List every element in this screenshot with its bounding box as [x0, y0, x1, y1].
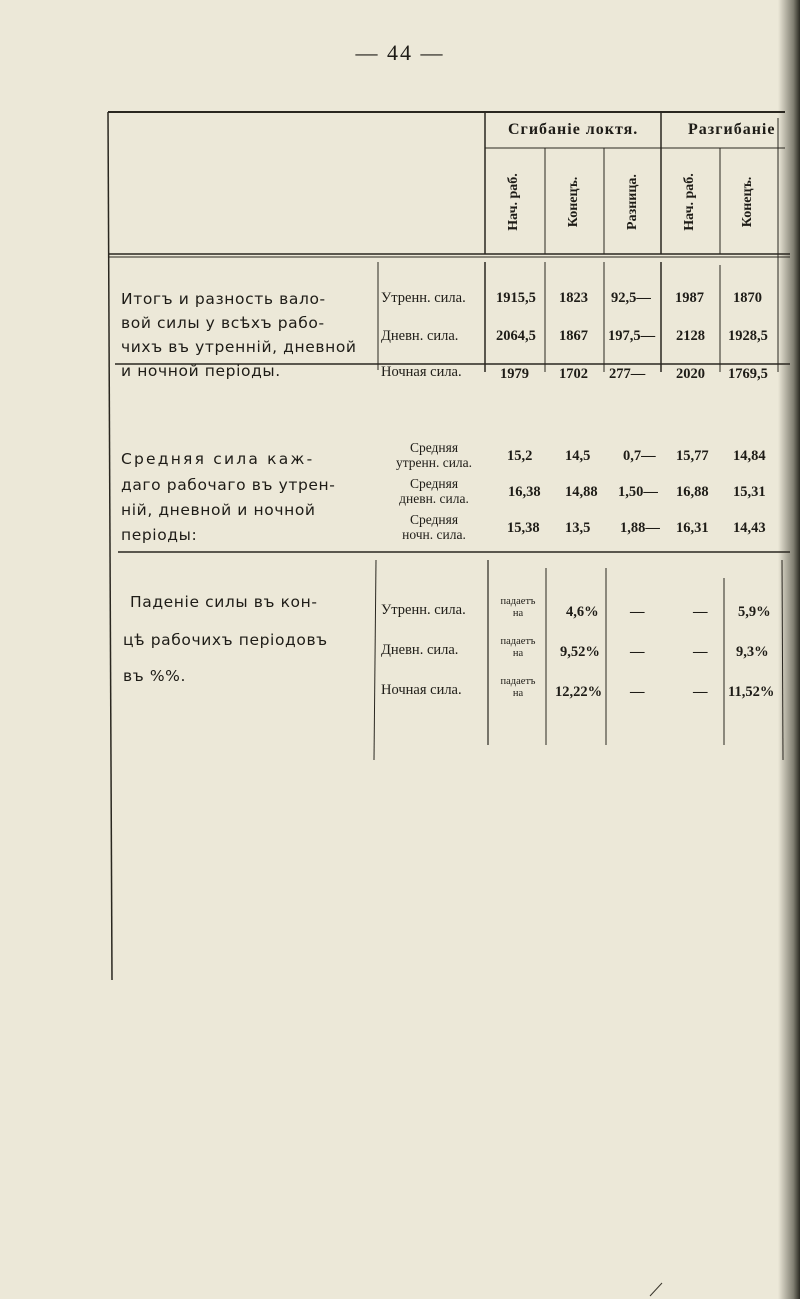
- section1-label-line2: вой силы у всѣхъ рабо-: [121, 314, 325, 332]
- s3-r3-note: падаетъ на: [500, 676, 536, 699]
- s1-r1-v4: 1987: [675, 290, 704, 306]
- col-header-end-flexion: Конецъ.: [566, 176, 581, 228]
- col-header-end-extension: Конецъ.: [740, 176, 755, 228]
- section2-label-line2: даго рабочаго въ утрен-: [121, 476, 336, 494]
- s2-r1-v3: 0,7—: [623, 448, 656, 464]
- s3-r1-note: падаетъ на: [500, 596, 536, 619]
- s3-period-night: Ночная сила.: [381, 682, 462, 698]
- section3-label-line2: цѣ рабочихъ періодовъ: [123, 631, 328, 649]
- s3-period-morning: Утренн. сила.: [381, 602, 466, 618]
- s1-r1-v3: 92,5—: [611, 290, 651, 306]
- s1-r2-v2: 1867: [559, 328, 588, 344]
- section2-label-line1: Средняя сила каж-: [121, 450, 315, 468]
- section1-label-line1: Итогъ и разность вало-: [121, 290, 326, 308]
- col-header-start-flexion: Нач. раб.: [506, 173, 521, 231]
- section2-label-line3: ній, дневной и ночной: [121, 501, 316, 519]
- section3-label-line3: въ %%.: [123, 667, 186, 685]
- s1-r2-v1: 2064,5: [496, 328, 536, 344]
- s1-r3-v4: 2020: [676, 366, 705, 382]
- s3-r2-v5: 9,3%: [736, 644, 769, 660]
- s2-r1-v4: 15,77: [676, 448, 709, 464]
- page-number: — 44 —: [355, 40, 445, 65]
- col-header-difference: Разница.: [625, 174, 640, 230]
- s3-period-day: Дневн. сила.: [381, 642, 459, 658]
- s3-r1-v4: —: [693, 604, 708, 620]
- section1-label-line3: чихъ въ утренній, дневной: [121, 338, 357, 356]
- s1-r1-v5: 1870: [733, 290, 762, 306]
- section3-label-line1: Паденіе силы въ кон-: [130, 593, 318, 611]
- s3-r3-v5: 11,52%: [728, 684, 775, 700]
- s3-r1-v3: —: [630, 604, 645, 620]
- header-flexion: Сгибаніе локтя.: [508, 121, 639, 138]
- s1-r2-v4: 2128: [676, 328, 705, 344]
- s3-r1-v5: 5,9%: [738, 604, 771, 620]
- section1-label-line4: и ночной періоды.: [121, 362, 281, 380]
- s3-r2-v2: 9,52%: [560, 644, 600, 660]
- s1-r3-v3: 277—: [609, 366, 646, 382]
- s3-r3-v3: —: [630, 684, 645, 700]
- s3-r2-v3: —: [630, 644, 645, 660]
- s2-r3-v5: 14,43: [733, 520, 766, 536]
- s2-r1-v2: 14,5: [565, 448, 591, 464]
- s2-r2-v4: 16,88: [676, 484, 709, 500]
- s2-r2-v2: 14,88: [565, 484, 598, 500]
- header-extension: Разгибаніе: [688, 121, 776, 138]
- s2-r1-v5: 14,84: [733, 448, 766, 464]
- s1-period-night: Ночная сила.: [381, 364, 462, 380]
- s3-r2-note: падаетъ на: [500, 636, 536, 659]
- s2-period-day: Средняя дневн. сила.: [399, 476, 469, 506]
- s1-period-day: Дневн. сила.: [381, 328, 459, 344]
- s2-r3-v4: 16,31: [676, 520, 709, 536]
- s2-r3-v3: 1,88—: [620, 520, 660, 536]
- s1-r2-v5: 1928,5: [728, 328, 768, 344]
- s2-r1-v1: 15,2: [507, 448, 533, 464]
- section2-label-line4: періоды:: [121, 526, 198, 544]
- s3-r2-v4: —: [693, 644, 708, 660]
- s2-period-morning: Средняя утренн. сила.: [395, 440, 473, 470]
- col-header-start-extension: Нач. раб.: [682, 173, 697, 231]
- s1-period-morning: Утренн. сила.: [381, 290, 466, 306]
- s2-r2-v5: 15,31: [733, 484, 766, 500]
- s1-r3-v1: 1979: [500, 366, 529, 382]
- s2-r2-v1: 16,38: [508, 484, 541, 500]
- s3-r3-v4: —: [693, 684, 708, 700]
- s2-r3-v1: 15,38: [507, 520, 540, 536]
- s1-r1-v2: 1823: [559, 290, 588, 306]
- s2-period-night: Средняя ночн. сила.: [402, 512, 466, 542]
- s1-r2-v3: 197,5—: [608, 328, 656, 344]
- s2-r3-v2: 13,5: [565, 520, 591, 536]
- s1-r1-v1: 1915,5: [496, 290, 536, 306]
- s1-r3-v5: 1769,5: [728, 366, 768, 382]
- s1-r3-v2: 1702: [559, 366, 588, 382]
- s2-r2-v3: 1,50—: [618, 484, 658, 500]
- s3-r3-v2: 12,22%: [555, 684, 603, 700]
- s3-r1-v2: 4,6%: [566, 604, 599, 620]
